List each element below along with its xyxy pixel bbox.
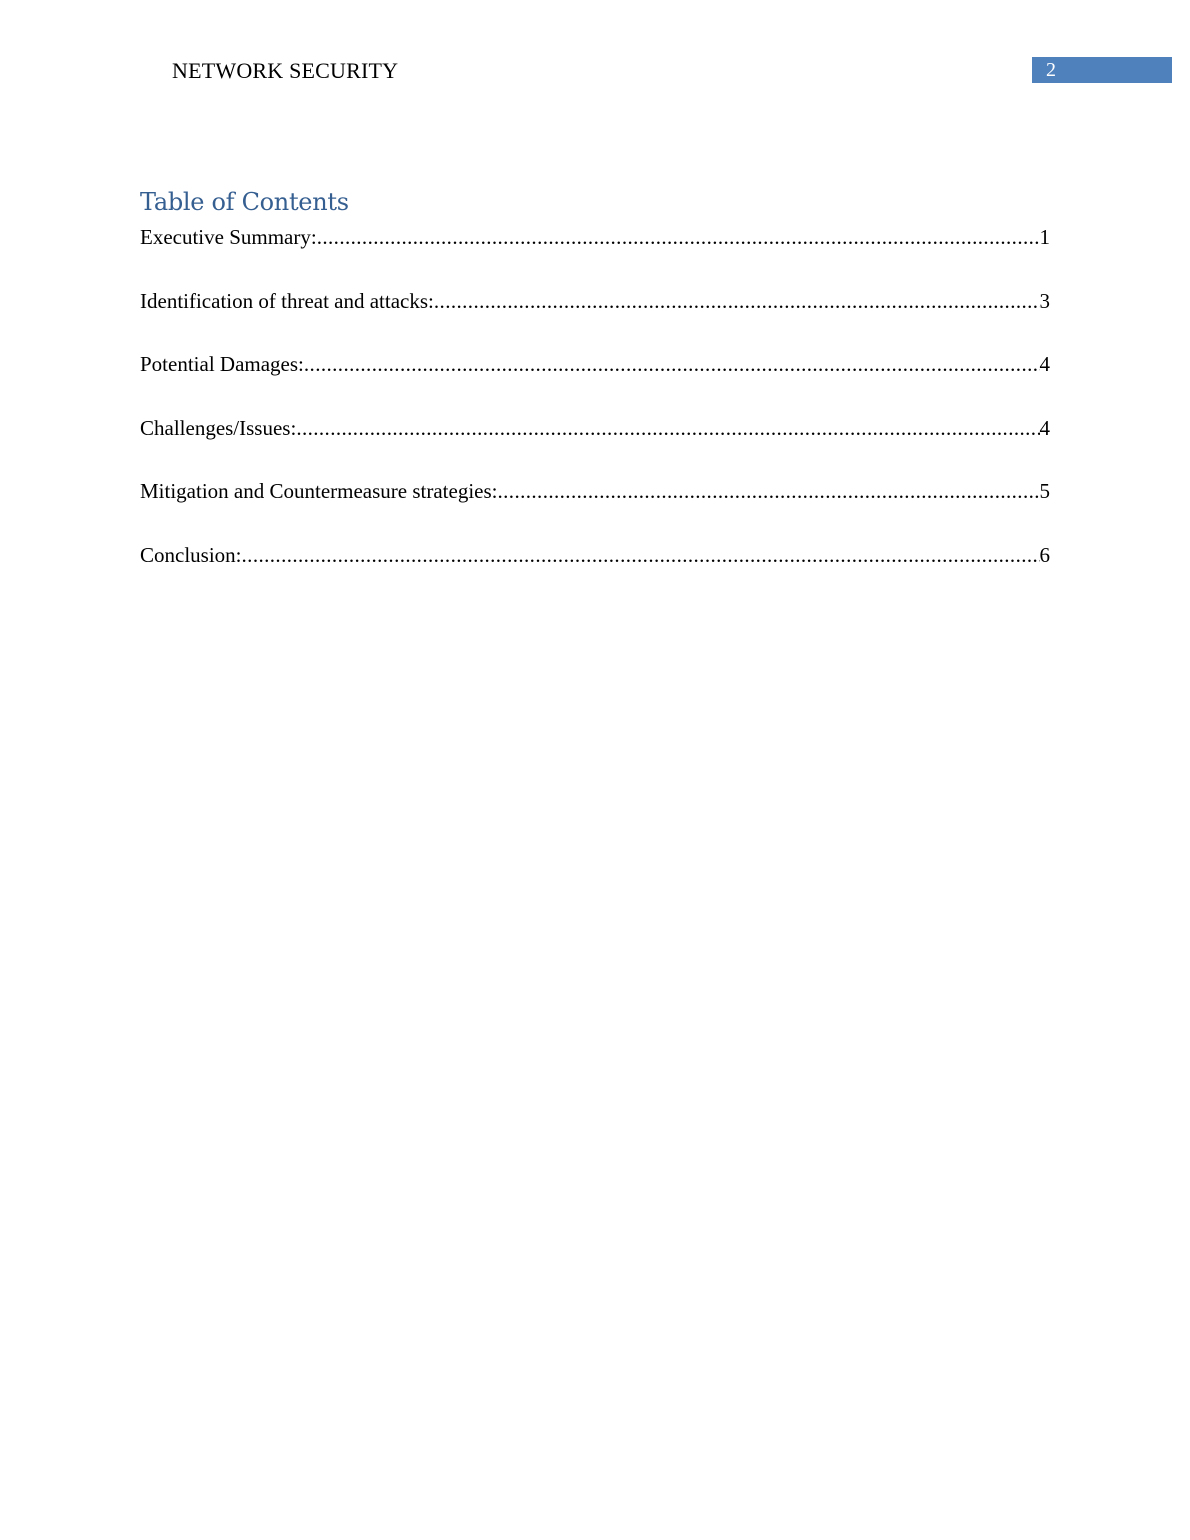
toc-entry-potential-damages[interactable]	[140, 351, 1050, 377]
toc-entry-label: Conclusion:	[140, 542, 242, 567]
toc-entry-page: 4	[1039, 415, 1050, 440]
toc-heading: Table of Contents	[140, 188, 349, 216]
toc-entry-label: Challenges/Issues:	[140, 415, 297, 440]
toc-entry-page: 6	[1039, 542, 1050, 567]
toc-entry-page: 5	[1039, 479, 1050, 503]
toc-entry-page: 4	[1039, 352, 1050, 376]
toc-entry-label: Mitigation and Countermeasure strategies:	[140, 479, 498, 503]
running-header-title: NETWORK SECURITY	[172, 58, 399, 83]
toc-dot-leader	[317, 224, 1040, 250]
toc-entry-page: 3	[1039, 288, 1050, 313]
toc-dot-leader	[304, 351, 1040, 377]
toc-dot-leader	[242, 542, 1040, 568]
toc-entry-label: Potential Damages:	[140, 352, 304, 376]
toc-entry-page: 1	[1039, 225, 1050, 249]
page-number: 2	[1046, 59, 1056, 81]
toc-entry-challenges-issues[interactable]	[140, 415, 1050, 441]
toc-dot-leader	[498, 478, 1040, 504]
toc-list	[140, 224, 1050, 605]
page-number-badge	[1032, 57, 1172, 83]
toc-entry-executive-summary[interactable]	[140, 224, 1050, 250]
toc-entry-label: Executive Summary:	[140, 225, 317, 249]
toc-dot-leader	[434, 288, 1040, 314]
toc-entry-identification-of-threats[interactable]	[140, 288, 1050, 314]
toc-entry-conclusion[interactable]	[140, 542, 1050, 568]
toc-entry-label: Identification of threat and attacks:	[140, 288, 434, 313]
toc-entry-mitigation-strategies[interactable]	[140, 478, 1050, 504]
toc-dot-leader	[296, 415, 1039, 441]
